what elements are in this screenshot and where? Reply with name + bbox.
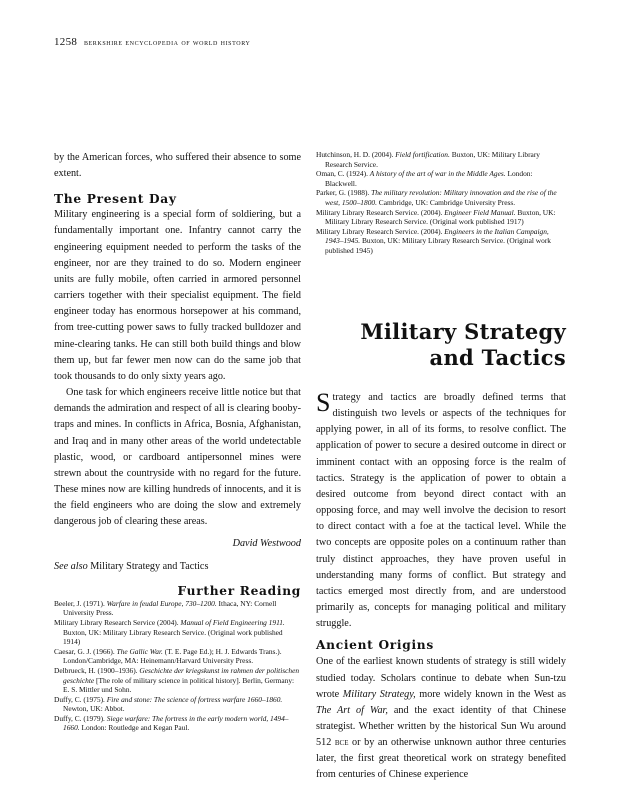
- see-also-label: See also: [54, 560, 88, 572]
- present-day-paragraph-1: Military engineering is a special form of soldiering, but a fundamentally important one. Infantry cannot carry the engineering equipment needed to perform the tasks of the engineer, nor are they trained to do so. Modern engineer units are fully mobile, often carried in armored personnel carriers together with their specialist equipment. The field engineer today has enormous horsepower at his command, from tree-cutting power saws to fully tracked bulldozer and mine-clearing tanks. He can still both build things and blow them up, but far fewer men now can do the same job that took thousands to do only sixty years ago.: [54, 209, 301, 382]
- reference-item: Delbrueck, H. (1900–1936). Geschichte der kriegskunst im rahmen der politischen geschichte [The role of military science in political history]. Berlin, Germany: E. S. Mittler und Sohn.: [54, 665, 300, 695]
- reference-item: Hutchinson, H. D. (2004). Field fortification. Buxton, UK: Military Library Research Service.: [316, 150, 540, 169]
- reference-item: Beeler, J. (1971). Warfare in feudal Europe, 730–1200. Ithaca, NY: Cornell University Press.: [54, 598, 277, 618]
- section-heading-ancient-origins: Ancient Origins: [316, 638, 434, 653]
- see-also: [54, 559, 301, 575]
- running-head: [54, 36, 250, 48]
- see-also-link[interactable]: Military Strategy and Tactics: [90, 560, 209, 572]
- page-number: 1258: [54, 36, 78, 48]
- ancient-origins-paragraph: One of the earliest known students of strategy is still widely studied today. Scholars continue to debate when Sun-tzu wrote Military Strategy, more widely known in the West as The Art of War, and the exact identity of that Chinese strategist. Whether written by the historical Sun Wu around 512 bce or by an otherwise unknown author three centuries later, the first great theoretical work on strategy benefited from centuries of Chinese experience: [316, 656, 567, 781]
- running-head-title: berkshire encyclopedia of world history: [83, 37, 251, 47]
- reference-list-left: [54, 599, 301, 733]
- intro-paragraph: Strategy and tactics are broadly defined terms that distinguish two levels or aspects of the techniques for applying power, in all of its forms, to resolve conflict. The application of power to secure a desired outcome in direct or imminent contact with an opposing force is the realm of tactics. Strategy is the application of power to obtain a desired outcome from beyond direct contact with an opposing force, and may well involve the decision to resort to direct contact with a foe at the tactical level. While the two concepts are opposite poles on a continuum rather than truly distinct approaches, they have proven useful in understanding many forms of conflict. But strategy and tactics emerged most directly from, and are understood primarily as, concepts for managing political and military struggle.: [316, 388, 566, 630]
- article-author: David Westwood: [232, 538, 301, 550]
- reference-item: Caesar, G. J. (1966). The Gallic War. (T. E. Page Ed.); H. J. Edwards Trans.). London/Cambridge, MA: Heinemann/Harvard University Press.: [54, 646, 282, 666]
- article-body: [316, 390, 566, 784]
- right-column-references: [316, 150, 566, 256]
- left-column: [54, 150, 301, 733]
- reference-item: Duffy, C. (1975). Fire and stone: The science of fortress warfare 1660–1860. Newton, UK: Abbot.: [54, 694, 283, 714]
- reference-item: Oman, C. (1924). A history of the art of war in the Middle Ages. London: Blackwell.: [316, 169, 533, 188]
- article-title-line-2: and Tactics: [429, 345, 566, 370]
- article-title-line-1: Military Strategy: [360, 319, 566, 344]
- present-day-paragraph-2: One task for which engineers receive little notice but that demands the admiration and respect of all is clearing booby-traps and mines. In conflicts in Africa, Bosnia, Afghanistan, and Iraq and in many other areas of the world undetectable plastic, wood, or cardboard antipersonnel mines were strewn about the countryside with no regard for the future. These mines now are killing hundreds of innocents, and it is the field engineers who are doing the slow and extremely dangerous job of clearing these areas.: [54, 387, 301, 528]
- reference-item: Military Library Research Service. (2004). Engineer Field Manual. Buxton, UK: Military Library Research Service. (Original work published 1917): [316, 207, 556, 227]
- reference-item: Military Library Research Service (2004). Manual of Field Engineering 1911. Buxton, UK: Military Library Research Service. (Original work published 1914): [54, 617, 285, 647]
- opening-paragraph: by the American forces, who suffered their absence to some extent.: [54, 152, 301, 180]
- reference-item: Parker, G. (1988). The military revolution: Military innovation and the rise of the west, 1500–1800. Cambridge, UK: Cambridge University Press.: [316, 188, 557, 207]
- further-reading-heading: Further Reading: [177, 583, 301, 598]
- drop-cap: S: [316, 388, 331, 417]
- reference-item: Military Library Research Service. (2004). Engineers in the Italian Campaign, 1943–1945. Buxton, UK: Military Library Research Service. (Original work published 1945): [316, 226, 551, 255]
- reference-item: Duffy, C. (1979). Siege warfare: The fortress in the early modern world, 1494–1660. London: Routledge and Kegan Paul.: [54, 713, 289, 733]
- section-heading-present-day: The Present Day: [54, 192, 177, 207]
- article-title: [316, 319, 566, 371]
